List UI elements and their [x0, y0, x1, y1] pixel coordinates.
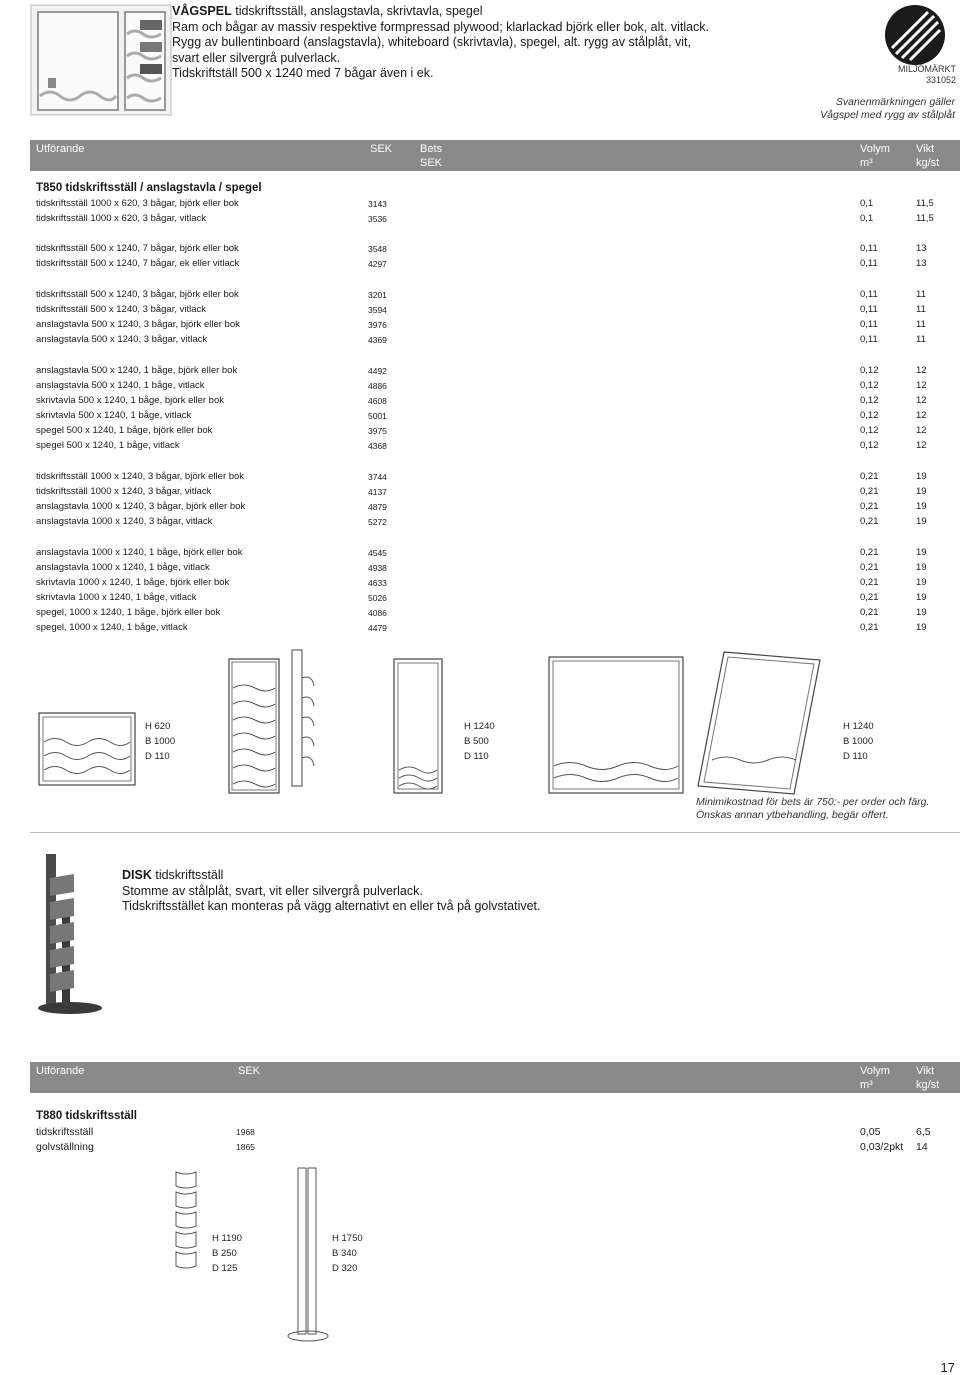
t2-head-sek: SEK	[238, 1065, 261, 1077]
drawing-disk-wall	[170, 1168, 204, 1276]
table-row	[36, 546, 936, 560]
table-row	[36, 485, 936, 499]
row-vikt: 19	[916, 592, 927, 603]
row-vikt: 19	[916, 471, 927, 482]
row-vikt: 12	[916, 395, 927, 406]
dim-width: B 250	[212, 1248, 237, 1259]
table-row	[36, 591, 936, 605]
row-volym: 0,11	[860, 289, 878, 300]
t1-head-vikt: Vikt	[916, 143, 935, 155]
row-vikt: 19	[916, 486, 927, 497]
intro-line-4: Tidskriftställ 500 x 1240 med 7 bågar även i ek.	[172, 66, 434, 80]
table-row	[36, 242, 936, 256]
row-vikt: 19	[916, 622, 927, 633]
row-volym: 0,12	[860, 410, 879, 421]
row-vikt: 19	[916, 562, 927, 573]
t1-head-volym-unit: m³	[860, 157, 873, 169]
row-vikt: 12	[916, 380, 927, 391]
disk-text	[122, 868, 541, 915]
table-row	[36, 439, 936, 453]
dims-disk-2	[332, 1231, 363, 1276]
table-row	[36, 470, 936, 484]
table2-header	[30, 1062, 960, 1093]
dims-group-3	[843, 719, 874, 764]
t2-head-volym-unit: m³	[860, 1079, 873, 1091]
row-sek: 4886	[368, 381, 387, 391]
drawing-disk-floorstand	[284, 1166, 334, 1346]
row-name: golvställning	[36, 1141, 94, 1153]
row-name: anslagstavla 1000 x 1240, 3 bågar, vitlack	[36, 516, 213, 527]
disk-line-1: Stomme av stålplåt, svart, vit eller silvergrå pulverlack.	[122, 883, 423, 898]
page-number: 17	[940, 1360, 955, 1375]
swan-ecolabel-icon	[884, 4, 946, 66]
dim-depth: D 110	[145, 751, 170, 762]
row-sek: 4297	[368, 259, 387, 269]
row-sek: 4479	[368, 623, 387, 633]
t2-head-vikt-unit: kg/st	[916, 1079, 940, 1091]
row-volym: 0,12	[860, 365, 879, 376]
table-row	[36, 288, 936, 302]
dim-width: B 340	[332, 1248, 357, 1259]
row-sek: 3744	[368, 472, 387, 482]
intro-line-2: Rygg av bullentinboard (anslagstavla), whiteboard (skrivtavla), spegel, alt. rygg av stålplåt, vit,	[172, 35, 692, 49]
table-row	[36, 257, 936, 271]
row-vikt: 12	[916, 440, 927, 451]
row-name: spegel, 1000 x 1240, 1 båge, björk eller bok	[36, 607, 221, 618]
row-name: tidskriftsställ 500 x 1240, 3 bågar, vitlack	[36, 304, 207, 315]
disk-subtitle: tidskriftsställ	[155, 868, 224, 882]
dim-height: H 1190	[212, 1233, 242, 1244]
ecolabel-note-2: Vågspel med rygg av stålplåt	[820, 109, 955, 121]
row-sek: 3975	[368, 426, 387, 436]
row-sek: 5026	[368, 593, 387, 603]
t1-head-bets-sek: SEK	[420, 157, 443, 169]
table-row	[36, 197, 936, 211]
dims-group-1	[145, 719, 175, 764]
disk-brand: DISK	[122, 868, 152, 882]
row-name: tidskriftsställ 1000 x 1240, 3 bågar, björk eller bok	[36, 471, 245, 482]
row-name: anslagstavla 500 x 1240, 1 båge, vitlack	[36, 380, 205, 391]
ecolabel-number: 331052	[925, 75, 956, 85]
dim-depth: D 110	[464, 751, 489, 762]
ecolabel-note	[820, 96, 955, 122]
row-vikt: 11,5	[916, 198, 934, 209]
row-name: tidskriftsställ 1000 x 620, 3 bågar, vitlack	[36, 213, 207, 224]
bets-note-1: Minimikostnad för bets är 750:- per order och färg.	[696, 796, 930, 808]
table-row	[36, 606, 936, 620]
disk-line-2: Tidskriftsstället kan monteras på vägg alternativt en eller två på golvstativet.	[122, 899, 541, 913]
row-volym: 0,03/2pkt	[860, 1141, 904, 1153]
intro-text	[172, 4, 710, 82]
row-volym: 0,11	[860, 334, 878, 345]
row-volym: 0,21	[860, 577, 879, 588]
table-row	[36, 303, 936, 317]
row-vikt: 12	[916, 425, 927, 436]
drawing-vagspel-500x1240-7	[228, 658, 282, 796]
row-sek: 3143	[368, 199, 387, 209]
row-name: tidskriftsställ 1000 x 1240, 3 bågar, vitlack	[36, 486, 212, 497]
ecolabel-note-1: Svanenmärkningen gäller	[835, 96, 955, 108]
row-volym: 0,12	[860, 440, 879, 451]
table-row	[36, 333, 936, 347]
row-sek: 4545	[368, 548, 387, 558]
row-name: anslagstavla 1000 x 1240, 1 båge, vitlack	[36, 562, 210, 573]
t2-head-utforande: Utförande	[36, 1065, 85, 1077]
row-volym: 0,11	[860, 304, 878, 315]
row-name: anslagstavla 500 x 1240, 1 båge, björk eller bok	[36, 365, 238, 376]
row-sek: 4492	[368, 366, 387, 376]
row-vikt: 12	[916, 365, 927, 376]
row-name: tidskriftsställ 500 x 1240, 7 bågar, björk eller bok	[36, 243, 239, 254]
row-volym: 0,21	[860, 501, 879, 512]
table-row	[36, 409, 936, 423]
table-row	[36, 424, 936, 438]
dim-height: H 1750	[332, 1233, 363, 1244]
row-volym: 0,12	[860, 380, 879, 391]
row-volym: 0,21	[860, 471, 879, 482]
drawing-vagspel-500x1240-side	[284, 648, 318, 788]
row-name: tidskriftsställ	[36, 1126, 94, 1138]
table-row	[36, 1125, 936, 1139]
table-row	[36, 621, 936, 635]
row-vikt: 13	[916, 243, 927, 254]
row-volym: 0,21	[860, 622, 879, 633]
row-vikt: 11,5	[916, 213, 934, 224]
row-vikt: 11	[916, 304, 926, 315]
row-vikt: 19	[916, 501, 927, 512]
row-sek: 5272	[368, 517, 387, 527]
row-vikt: 6,5	[916, 1126, 931, 1138]
row-name: anslagstavla 1000 x 1240, 1 båge, björk eller bok	[36, 547, 243, 558]
row-vikt: 11	[916, 334, 926, 345]
row-sek: 3201	[368, 290, 387, 300]
dim-depth: D 320	[332, 1263, 358, 1274]
row-volym: 0,21	[860, 547, 879, 558]
row-name: anslagstavla 500 x 1240, 3 bågar, björk eller bok	[36, 319, 240, 330]
t1-head-utforande: Utförande	[36, 143, 85, 155]
row-name: skrivtavla 1000 x 1240, 1 båge, björk eller bok	[36, 577, 230, 588]
bets-note	[696, 796, 929, 822]
row-sek: 4086	[368, 608, 387, 618]
dim-height: H 620	[145, 721, 171, 732]
row-name: skrivtavla 1000 x 1240, 1 båge, vitlack	[36, 592, 197, 603]
t2-head-vikt: Vikt	[916, 1065, 935, 1077]
row-name: tidskriftsställ 500 x 1240, 3 bågar, björk eller bok	[36, 289, 239, 300]
row-volym: 0,21	[860, 486, 879, 497]
table-row	[36, 500, 936, 514]
row-vikt: 11	[916, 289, 926, 300]
row-volym: 0,1	[860, 198, 874, 209]
row-vikt: 14	[916, 1141, 928, 1153]
row-name: skrivtavla 500 x 1240, 1 båge, vitlack	[36, 410, 192, 421]
row-vikt: 19	[916, 607, 927, 618]
row-sek: 4368	[368, 441, 387, 451]
row-sek: 4879	[368, 502, 387, 512]
dim-width: B 500	[464, 736, 489, 747]
dim-width: B 1000	[145, 736, 176, 747]
intro-subtitle: tidskriftsställ, anslagstavla, skrivtavla, spegel	[235, 4, 483, 18]
t1-section-title: T850 tidskriftsställ / anslagstavla / spegel	[36, 182, 262, 194]
row-sek: 3548	[368, 244, 387, 254]
row-name: spegel 500 x 1240, 1 båge, björk eller bok	[36, 425, 213, 436]
product-photo-disk	[36, 852, 108, 1020]
dims-disk-1	[212, 1231, 242, 1276]
row-vikt: 19	[916, 516, 927, 527]
intro-line-1: Ram och bågar av massiv respektive formpressad plywood; klarlackad björk eller bok, alt. vitlack.	[172, 19, 710, 34]
dims-group-2	[464, 719, 495, 764]
row-vikt: 11	[916, 319, 926, 330]
product-photo-vagspel	[30, 4, 172, 116]
drawing-vagspel-1000x1240-a	[548, 656, 686, 796]
table-row	[36, 1140, 936, 1154]
row-vikt: 19	[916, 577, 927, 588]
row-vikt: 13	[916, 258, 927, 269]
dim-depth: D 125	[212, 1263, 238, 1274]
row-volym: 0,05	[860, 1126, 881, 1138]
row-volym: 0,12	[860, 425, 879, 436]
row-sek: 4369	[368, 335, 387, 345]
row-vikt: 19	[916, 547, 927, 558]
t1-head-volym: Volym	[860, 143, 890, 155]
row-volym: 0,21	[860, 592, 879, 603]
dim-width: B 1000	[843, 736, 874, 747]
row-volym: 0,1	[860, 213, 874, 224]
row-sek: 5001	[368, 411, 387, 421]
row-volym: 0,21	[860, 562, 879, 573]
row-volym: 0,12	[860, 395, 879, 406]
row-sek: 4608	[368, 396, 387, 406]
dim-height: H 1240	[843, 721, 874, 732]
table-row	[36, 364, 936, 378]
intro-brand: VÅGSPEL	[172, 4, 232, 18]
t1-head-bets: Bets	[420, 143, 443, 155]
drawing-vagspel-1000x620	[38, 712, 138, 790]
row-volym: 0,21	[860, 607, 879, 618]
dim-height: H 1240	[464, 721, 495, 732]
intro-line-3: svart eller silvergrå pulverlack.	[172, 50, 341, 65]
section-divider	[30, 832, 960, 833]
row-name: spegel 500 x 1240, 1 båge, vitlack	[36, 440, 180, 451]
row-name: spegel, 1000 x 1240, 1 båge, vitlack	[36, 622, 188, 633]
row-name: anslagstavla 500 x 1240, 3 bågar, vitlack	[36, 334, 208, 345]
row-sek: 4137	[368, 487, 387, 497]
ecolabel-caption	[860, 64, 956, 86]
row-name: tidskriftsställ 1000 x 620, 3 bågar, björk eller bok	[36, 198, 239, 209]
row-name: anslagstavla 1000 x 1240, 3 bågar, björk eller bok	[36, 501, 246, 512]
row-vikt: 12	[916, 410, 927, 421]
t1-head-sek: SEK	[370, 143, 393, 155]
row-sek: 4938	[368, 563, 387, 573]
table1-header	[30, 140, 960, 171]
bets-note-2: Önskas annan ytbehandling, begär offert.	[696, 809, 889, 821]
row-volym: 0,21	[860, 516, 879, 527]
ecolabel-label: MILJÖMÄRKT	[897, 64, 956, 74]
table-row	[36, 561, 936, 575]
table-row	[36, 379, 936, 393]
row-volym: 0,11	[860, 243, 878, 254]
t1-head-vikt-unit: kg/st	[916, 157, 940, 169]
row-sek: 4633	[368, 578, 387, 588]
row-sek: 3594	[368, 305, 387, 315]
table-row	[36, 515, 936, 529]
t2-head-volym: Volym	[860, 1065, 890, 1077]
table-row	[36, 212, 936, 226]
row-volym: 0,11	[860, 258, 878, 269]
row-sek: 1865	[236, 1142, 255, 1152]
drawing-vagspel-1000x1240-b	[694, 650, 824, 796]
t2-section-title: T880 tidskriftsställ	[36, 1110, 137, 1122]
row-volym: 0,11	[860, 319, 878, 330]
row-name: tidskriftsställ 500 x 1240, 7 bågar, ek eller vitlack	[36, 258, 240, 269]
drawing-vagspel-500x1240-3	[393, 658, 445, 796]
row-sek: 1968	[236, 1127, 255, 1137]
table-row	[36, 394, 936, 408]
row-name: skrivtavla 500 x 1240, 1 båge, björk eller bok	[36, 395, 224, 406]
table-row	[36, 576, 936, 590]
row-sek: 3976	[368, 320, 387, 330]
table-row	[36, 318, 936, 332]
row-sek: 3536	[368, 214, 387, 224]
dim-depth: D 110	[843, 751, 868, 762]
